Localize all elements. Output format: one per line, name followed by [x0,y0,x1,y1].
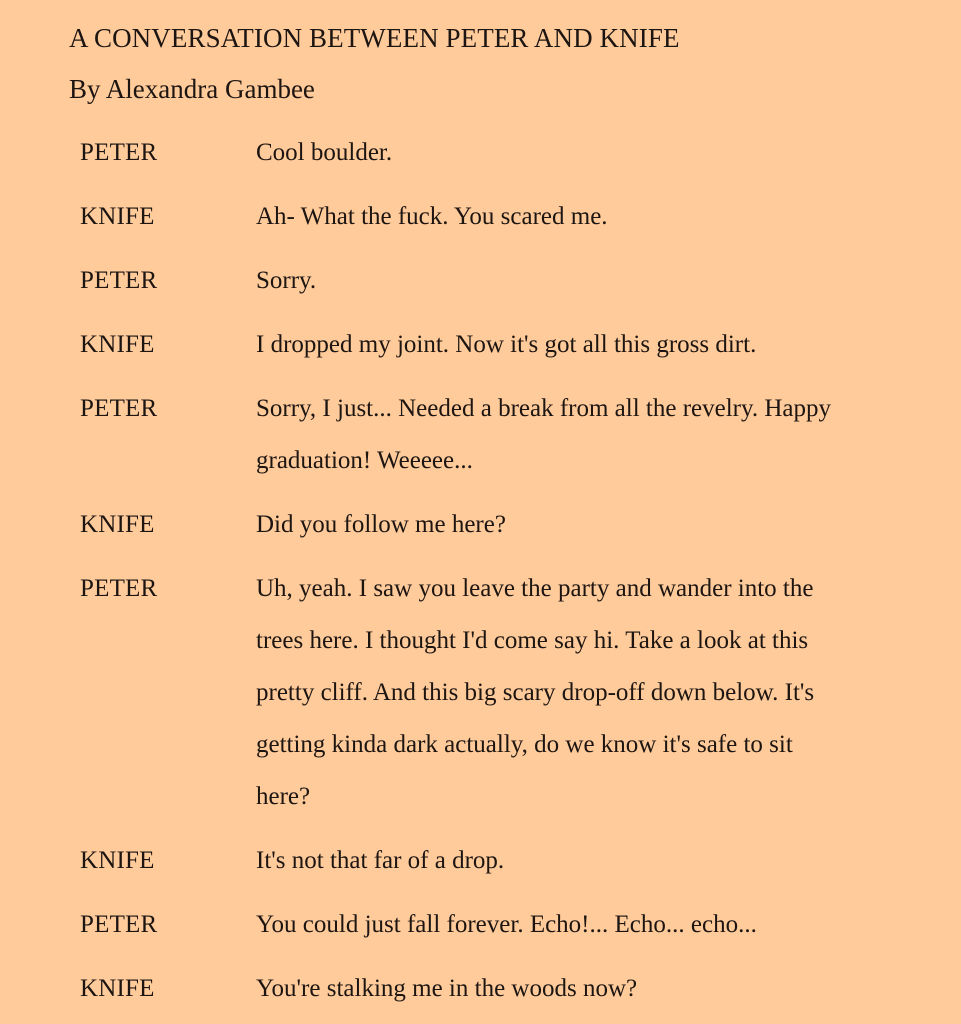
speaker-name: KNIFE [80,511,155,538]
speaker-name: PETER [80,575,158,602]
speech-text: You're stalking me in the woods now? [256,975,638,1002]
speech-text: You could just fall forever. Echo!... Echo... echo... [256,911,757,938]
speech-text: I dropped my joint. Now it's got all this gross dirt. [256,331,757,358]
speech-text: Did you follow me here? [256,511,506,538]
document-title: A CONVERSATION BETWEEN PETER AND KNIFE [69,23,680,53]
speech-text: It's not that far of a drop. [256,847,505,874]
dialogue-line [69,835,961,887]
dialogue-line [69,255,961,307]
speaker-name: KNIFE [80,203,155,230]
speech-text: Cool boulder. [256,139,393,166]
speaker-name: PETER [80,267,158,294]
dialogue-line [69,499,961,551]
speaker-name: KNIFE [80,331,155,358]
speaker-name: KNIFE [80,975,155,1002]
speech-text: Ah- What the fuck. You scared me. [256,203,608,230]
speech-text: Uh, yeah. I saw you leave the party and wander into the trees here. I thought I'd come say hi. Take a look at this pretty cliff. And this big scary drop-off down below. It's getting kinda dark actually, do we know it's safe to sit here? [256,575,815,810]
speaker-name: PETER [80,139,158,166]
dialogue-line [69,963,961,1015]
dialogue-line [69,899,961,951]
dialogue-line [69,127,961,179]
speaker-name: PETER [80,395,158,422]
dialogue-line [69,191,961,243]
speech-text: Sorry. [256,267,317,294]
dialogue-line [69,319,961,371]
author-byline: By Alexandra Gambee [69,74,315,104]
speech-text: Sorry, I just... Needed a break from all the revelry. Happy graduation! Weeeee... [256,395,832,474]
speaker-name: KNIFE [80,847,155,874]
dialogue-line [69,563,961,823]
dialogue-line [69,383,961,487]
speaker-name: PETER [80,911,158,938]
dialogue-script [69,127,961,1015]
